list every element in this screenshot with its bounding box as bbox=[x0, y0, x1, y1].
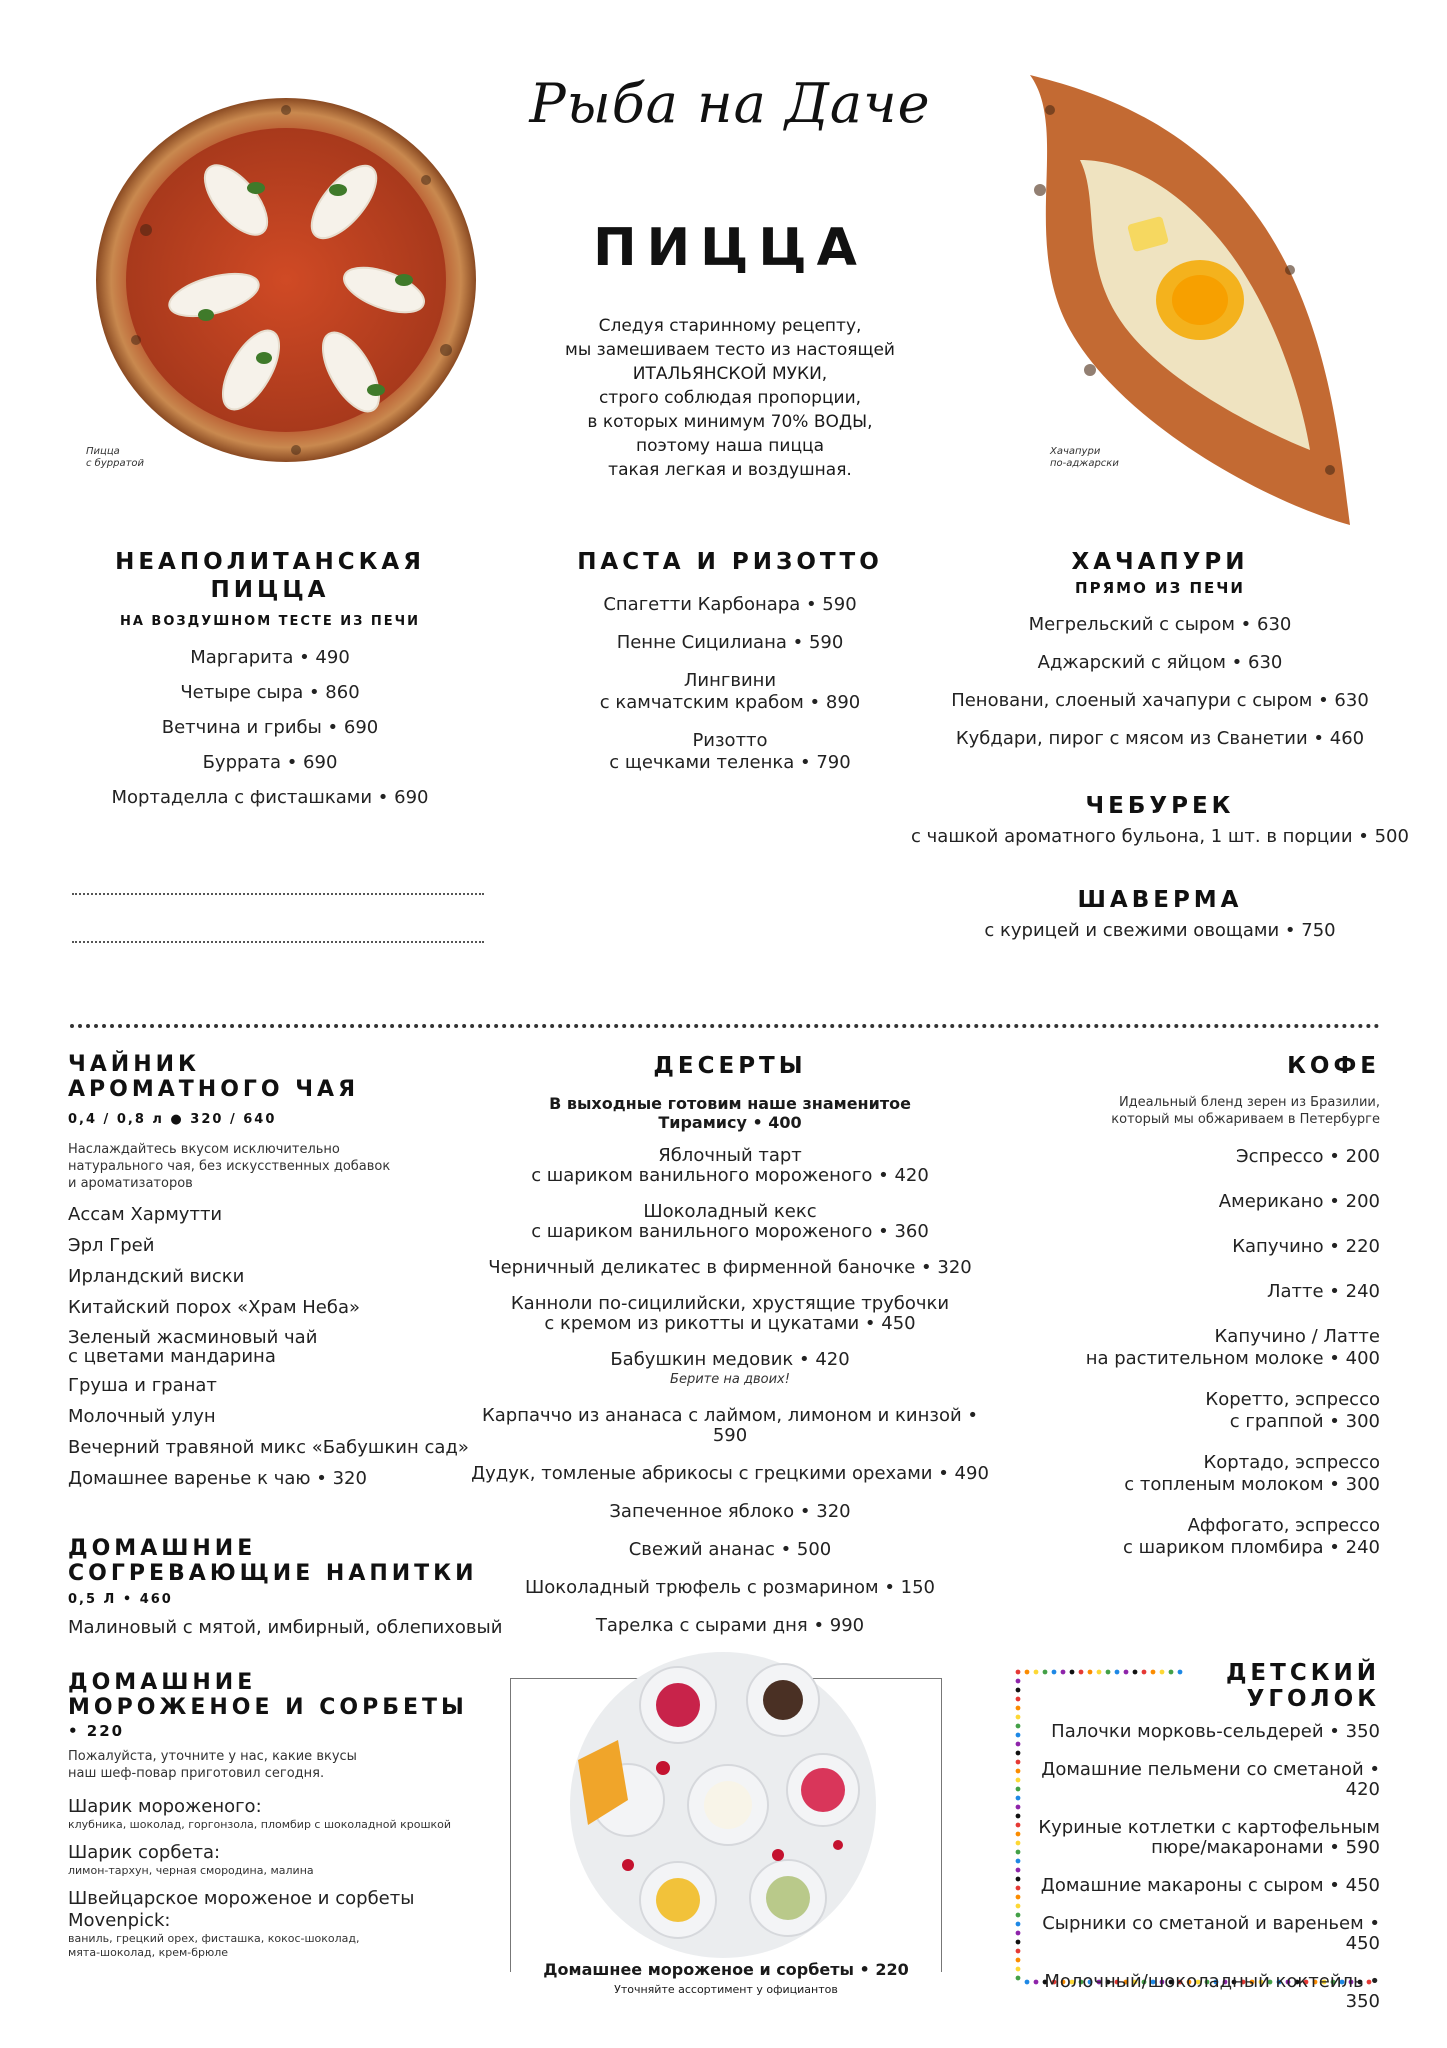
menu-item bbox=[470, 1146, 990, 1186]
menu-item bbox=[68, 1437, 488, 1459]
kids-section bbox=[1030, 1660, 1380, 2012]
item-line: Домашнее варенье к чаю • 320 bbox=[68, 1468, 367, 1489]
menu-item bbox=[470, 1406, 990, 1446]
pizza-photo-caption bbox=[86, 446, 144, 470]
menu-item bbox=[470, 1616, 990, 1636]
coffee-list bbox=[960, 1146, 1380, 1559]
item-line: Канноли по-сицилийски, хрустящие трубочки bbox=[510, 1293, 950, 1314]
border-dot bbox=[1016, 1742, 1021, 1747]
intro-text bbox=[520, 314, 940, 482]
item-line: Капучино • 220 bbox=[1232, 1236, 1380, 1257]
item-line: Тарелка с сырами дня • 990 bbox=[595, 1615, 865, 1636]
item-line: с топленым молоком • 300 bbox=[1124, 1474, 1380, 1495]
title-line: НЕАПОЛИТАНСКАЯ bbox=[115, 549, 425, 575]
kids-list bbox=[1030, 1722, 1380, 2012]
item-line: Сырники со сметаной и вареньем • 450 bbox=[1042, 1913, 1380, 1954]
menu-item bbox=[960, 1146, 1380, 1168]
border-dot bbox=[1016, 1913, 1021, 1918]
border-dot bbox=[1016, 1976, 1021, 1981]
menu-item bbox=[68, 1375, 488, 1397]
coffee-title: КОФЕ bbox=[1287, 1053, 1380, 1079]
desserts-list bbox=[470, 1146, 990, 1636]
tea-volume: 0,4 / 0,8 л ● 320 / 640 bbox=[68, 1112, 277, 1127]
menu-item bbox=[530, 670, 930, 714]
note-line: который мы обжариваем в Петербурге bbox=[1111, 1112, 1380, 1127]
tea-list bbox=[68, 1204, 488, 1490]
menu-item bbox=[1030, 1914, 1380, 1954]
item-line: с шариком ванильного мороженого • 420 bbox=[531, 1165, 929, 1186]
desserts-section bbox=[470, 1052, 990, 1636]
border-dot bbox=[1016, 1688, 1021, 1693]
menu-item bbox=[960, 1515, 1380, 1559]
item-line: с шариком ванильного мороженого • 360 bbox=[531, 1221, 929, 1242]
coffee-note bbox=[960, 1094, 1380, 1128]
menu-item bbox=[470, 1350, 990, 1390]
group-name: Швейцарское мороженое и сорбеты Movenpick: bbox=[68, 1888, 415, 1931]
khachapuri-title: ХАЧАПУРИ bbox=[1071, 549, 1249, 575]
note-line: и ароматизаторов bbox=[68, 1176, 193, 1191]
menu-item bbox=[960, 1326, 1380, 1370]
special-line: В выходные готовим наше знаменитое bbox=[549, 1094, 911, 1113]
item-line: с камчатским крабом • 890 bbox=[599, 692, 861, 713]
menu-item bbox=[68, 1406, 488, 1428]
border-dot bbox=[1025, 1670, 1030, 1675]
border-dot bbox=[1016, 1796, 1021, 1801]
item-line: Зеленый жасминовый чай bbox=[68, 1327, 318, 1348]
item-line: Запеченное яблоко • 320 bbox=[609, 1501, 851, 1522]
icecream-section bbox=[68, 1670, 508, 1960]
item-line: Молочный улун bbox=[68, 1406, 216, 1427]
caption-line: Пицца bbox=[86, 446, 120, 457]
title-line: МОРОЖЕНОЕ И СОРБЕТЫ bbox=[68, 1695, 468, 1720]
icecream-price: • 220 bbox=[68, 1722, 125, 1740]
khachapuri-photo-caption bbox=[1050, 446, 1119, 470]
border-dot bbox=[1016, 1877, 1021, 1882]
item-line: с щечками теленка • 790 bbox=[609, 752, 851, 773]
icecream-group bbox=[68, 1842, 508, 1878]
menu-item bbox=[470, 1540, 990, 1560]
border-dot bbox=[1016, 1859, 1021, 1864]
menu-item bbox=[68, 1297, 488, 1319]
icecream-group bbox=[68, 1888, 508, 1960]
intro-line: Следуя старинному рецепту, bbox=[598, 316, 862, 336]
item-line: Эрл Грей bbox=[68, 1235, 155, 1256]
item-line: Аффогато, эспрессо bbox=[1187, 1515, 1380, 1536]
menu-item bbox=[1030, 1972, 1380, 2012]
item-line: с граппой • 300 bbox=[1229, 1411, 1380, 1432]
border-dot bbox=[1025, 1980, 1030, 1985]
intro-line: в которых минимум 70% ВОДЫ, bbox=[587, 412, 873, 432]
group-name: Шарик сорбета: bbox=[68, 1842, 221, 1863]
border-dot bbox=[1016, 1904, 1021, 1909]
caption-line: с бурратой bbox=[86, 458, 145, 469]
intro-line: мы замешиваем тесто из настоящей bbox=[565, 340, 895, 360]
khachapuri-subtitle: ПРЯМО ИЗ ПЕЧИ bbox=[1075, 579, 1245, 597]
note-line: Пожалуйста, уточните у нас, какие вкусы bbox=[68, 1749, 357, 1764]
border-dot bbox=[1016, 1886, 1021, 1891]
item-line: Американо • 200 bbox=[1218, 1191, 1380, 1212]
menu-item bbox=[470, 1294, 990, 1334]
intro-line: такая легкая и воздушная. bbox=[608, 460, 852, 480]
menu-item: Пеновани, слоеный хачапури с сыром • 630 bbox=[951, 690, 1369, 711]
title-line: ДЕТСКИЙ bbox=[1225, 1660, 1380, 1686]
border-dot bbox=[1016, 1760, 1021, 1765]
border-dot bbox=[1016, 1823, 1021, 1828]
icecream-photo bbox=[568, 1650, 878, 1960]
tea-title bbox=[68, 1052, 488, 1102]
group-name: Шарик мороженого: bbox=[68, 1796, 262, 1817]
border-dot bbox=[1016, 1724, 1021, 1729]
pizza-photo bbox=[86, 90, 486, 470]
menu-item bbox=[470, 1502, 990, 1522]
title-line: УГОЛОК bbox=[1246, 1686, 1380, 1712]
border-dot bbox=[1016, 1715, 1021, 1720]
menu-item bbox=[1030, 1876, 1380, 1896]
menu-item bbox=[68, 1328, 488, 1366]
item-line: Спагетти Карбонара • 590 bbox=[603, 594, 857, 615]
border-dot bbox=[1016, 1769, 1021, 1774]
title-line: ПИЦЦА bbox=[210, 577, 330, 603]
item-line: с цветами мандарина bbox=[68, 1346, 276, 1367]
menu-item: Мортаделла с фисташками • 690 bbox=[111, 787, 429, 808]
item-line: с шариком пломбира • 240 bbox=[1123, 1537, 1380, 1558]
special-line: Тирамису • 400 bbox=[658, 1113, 802, 1132]
title-line: СОГРЕВАЮЩИЕ НАПИТКИ bbox=[68, 1561, 478, 1586]
icecream-group bbox=[68, 1796, 508, 1832]
border-dot bbox=[1016, 1751, 1021, 1756]
cheburek-desc: с чашкой ароматного бульона, 1 шт. в порции • 500 bbox=[911, 826, 1409, 847]
group-desc: мята-шоколад, крем-брюле bbox=[68, 1946, 229, 1959]
item-line: Шоколадный кекс bbox=[643, 1201, 817, 1222]
item-line: на растительном молоке • 400 bbox=[1085, 1348, 1380, 1369]
item-line: Черничный деликатес в фирменной баночке • 320 bbox=[488, 1257, 972, 1278]
weekend-special bbox=[470, 1094, 990, 1132]
icecream-title bbox=[68, 1670, 508, 1720]
pasta-list bbox=[530, 594, 930, 774]
note-line: натурального чая, без искусственных добавок bbox=[68, 1159, 391, 1174]
item-line: Латте • 240 bbox=[1266, 1281, 1380, 1302]
warm-drinks-section bbox=[68, 1536, 508, 1639]
border-dot bbox=[1016, 1958, 1021, 1963]
divider bbox=[72, 941, 484, 943]
desserts-title: ДЕСЕРТЫ bbox=[653, 1053, 807, 1079]
warm-drinks-list: Малиновый с мятой, имбирный, облепиховый bbox=[68, 1617, 503, 1638]
menu-item bbox=[530, 730, 930, 774]
caption-line: Хачапури bbox=[1050, 446, 1101, 457]
border-dot bbox=[1016, 1922, 1021, 1927]
menu-item: Кубдари, пирог с мясом из Сванетии • 460 bbox=[955, 728, 1365, 749]
divider bbox=[72, 893, 484, 895]
border-dot bbox=[1016, 1679, 1021, 1684]
menu-item bbox=[470, 1578, 990, 1598]
item-line: Свежий ананас • 500 bbox=[628, 1539, 832, 1560]
tea-note bbox=[68, 1141, 488, 1192]
menu-item bbox=[1030, 1722, 1380, 1742]
item-line: Карпаччо из ананаса с лаймом, лимоном и кинзой • 590 bbox=[481, 1405, 979, 1446]
menu-item bbox=[68, 1468, 488, 1490]
menu-item bbox=[68, 1235, 488, 1257]
menu-item: Маргарита • 490 bbox=[190, 647, 350, 668]
title-line: АРОМАТНОГО ЧАЯ bbox=[68, 1077, 360, 1102]
menu-item bbox=[1030, 1760, 1380, 1800]
caption-line: по-аджарски bbox=[1050, 458, 1119, 469]
shawarma-title: ШАВЕРМА bbox=[1077, 887, 1243, 913]
item-note: Берите на двоих! bbox=[670, 1372, 790, 1387]
pasta-section bbox=[530, 548, 930, 790]
item-line: с кремом из рикотты и цукатами • 450 bbox=[544, 1313, 916, 1334]
border-dot bbox=[1016, 1832, 1021, 1837]
item-line: Молочный/шоколадный коктейль • 350 bbox=[1044, 1971, 1380, 2012]
group-desc: ваниль, грецкий орех, фисташка, кокос-шоколад, bbox=[68, 1932, 360, 1945]
item-line: Лингвини bbox=[683, 670, 777, 691]
shawarma-section bbox=[900, 886, 1420, 942]
item-line: Кортадо, эспрессо bbox=[1203, 1452, 1380, 1473]
menu-item: Четыре сыра • 860 bbox=[180, 682, 360, 703]
menu-item bbox=[1030, 1818, 1380, 1858]
icecream-photo-caption bbox=[510, 1960, 942, 1996]
border-dot bbox=[1016, 1670, 1021, 1675]
khachapuri-section bbox=[940, 548, 1380, 766]
title-line: ЧАЙНИК bbox=[68, 1052, 201, 1077]
border-dot bbox=[1016, 1814, 1021, 1819]
group-desc: клубника, шоколад, горгонзола, пломбир с шоколадной крошкой bbox=[68, 1818, 452, 1831]
menu-item: Буррата • 690 bbox=[202, 752, 338, 773]
border-dot bbox=[1016, 1967, 1021, 1972]
menu-item bbox=[960, 1389, 1380, 1433]
cheburek-section bbox=[900, 792, 1420, 848]
item-line: Домашние макароны с сыром • 450 bbox=[1040, 1875, 1380, 1896]
note-line: Идеальный бленд зерен из Бразилии, bbox=[1118, 1095, 1380, 1110]
border-dot bbox=[1016, 1949, 1021, 1954]
cheburek-title: ЧЕБУРЕК bbox=[1085, 793, 1235, 819]
border-dot bbox=[1016, 1841, 1021, 1846]
border-dot bbox=[1016, 1787, 1021, 1792]
menu-item bbox=[530, 594, 930, 616]
title-line: ДОМАШНИЕ bbox=[68, 1536, 257, 1561]
title-line: ДОМАШНИЕ bbox=[68, 1670, 257, 1695]
menu-item: Аджарский с яйцом • 630 bbox=[1037, 652, 1283, 673]
photo-caption: Домашнее мороженое и сорбеты • 220 bbox=[535, 1960, 916, 1979]
item-line: Дудук, томленые абрикосы с грецкими орехами • 490 bbox=[471, 1463, 989, 1484]
border-dot bbox=[1016, 1805, 1021, 1810]
item-line: Китайский порох «Храм Неба» bbox=[68, 1297, 361, 1318]
menu-item bbox=[68, 1266, 488, 1288]
warm-drinks-title bbox=[68, 1536, 508, 1586]
menu-item bbox=[470, 1464, 990, 1484]
border-dot bbox=[1016, 1697, 1021, 1702]
note-line: наш шеф-повар приготовил сегодня. bbox=[68, 1766, 325, 1781]
menu-item bbox=[470, 1202, 990, 1242]
section-divider bbox=[70, 1024, 1380, 1028]
pizza-title bbox=[70, 548, 470, 604]
item-line: пюре/макаронами • 590 bbox=[1151, 1837, 1380, 1858]
item-line: Ирландский виски bbox=[68, 1266, 245, 1287]
item-line: Ризотто bbox=[692, 730, 768, 751]
item-line: Капучино / Латте bbox=[1214, 1326, 1380, 1347]
menu-item: Ветчина и грибы • 690 bbox=[161, 717, 379, 738]
icecream-note bbox=[68, 1748, 508, 1782]
warm-drinks-volume: 0,5 Л • 460 bbox=[68, 1592, 173, 1607]
item-line: Яблочный тарт bbox=[658, 1145, 802, 1166]
intro-line: строго соблюдая пропорции, bbox=[598, 388, 862, 408]
item-line: Бабушкин медовик • 420 bbox=[610, 1349, 850, 1370]
coffee-section bbox=[960, 1052, 1380, 1559]
item-line: Домашние пельмени со сметаной • 420 bbox=[1041, 1759, 1380, 1800]
item-line: Пенне Сицилиана • 590 bbox=[616, 632, 844, 653]
intro-line: ИТАЛЬЯНСКОЙ МУКИ, bbox=[632, 364, 828, 384]
intro-line: поэтому наша пицца bbox=[635, 436, 825, 456]
item-line: Шоколадный трюфель с розмарином • 150 bbox=[524, 1577, 936, 1598]
kids-title bbox=[1030, 1660, 1380, 1712]
border-dot bbox=[1016, 1940, 1021, 1945]
item-line: Ассам Хармутти bbox=[68, 1204, 223, 1225]
pizza-section bbox=[70, 548, 470, 822]
menu-item bbox=[960, 1236, 1380, 1258]
menu-item bbox=[960, 1281, 1380, 1303]
group-desc: лимон-тархун, черная смородина, малина bbox=[68, 1864, 314, 1877]
menu-item bbox=[470, 1258, 990, 1278]
page-title: ПИЦЦА bbox=[593, 218, 867, 278]
tea-section bbox=[68, 1052, 488, 1499]
item-line: Коретто, эспрессо bbox=[1205, 1389, 1380, 1410]
restaurant-logo bbox=[520, 72, 940, 135]
menu-item bbox=[68, 1204, 488, 1226]
menu-item bbox=[960, 1191, 1380, 1213]
khachapuri-list bbox=[940, 614, 1380, 750]
border-dot bbox=[1016, 1733, 1021, 1738]
menu-item: Мегрельский с сыром • 630 bbox=[1028, 614, 1292, 635]
border-dot bbox=[1016, 1850, 1021, 1855]
border-dot bbox=[1016, 1868, 1021, 1873]
item-line: Груша и гранат bbox=[68, 1375, 217, 1396]
border-dot bbox=[1016, 1895, 1021, 1900]
pizza-subtitle: НА ВОЗДУШНОМ ТЕСТЕ ИЗ ПЕЧИ bbox=[119, 614, 421, 629]
logo-text: Рыба на Даче bbox=[529, 72, 931, 135]
item-line: Куриные котлетки с картофельным bbox=[1038, 1817, 1380, 1838]
photo-subcaption: Уточняйте ассортимент у официантов bbox=[614, 1983, 838, 1996]
item-line: Палочки морковь-сельдерей • 350 bbox=[1051, 1721, 1380, 1742]
border-dot bbox=[1016, 1778, 1021, 1783]
border-dot bbox=[1016, 1706, 1021, 1711]
pizza-list bbox=[70, 647, 470, 809]
pasta-title: ПАСТА И РИЗОТТО bbox=[577, 549, 883, 575]
item-line: Эспрессо • 200 bbox=[1236, 1146, 1380, 1167]
item-line: Вечерний травяной микс «Бабушкин сад» bbox=[68, 1437, 469, 1458]
note-line: Наслаждайтесь вкусом исключительно bbox=[68, 1142, 340, 1157]
shawarma-desc: с курицей и свежими овощами • 750 bbox=[984, 920, 1336, 941]
border-dot bbox=[1016, 1931, 1021, 1936]
menu-item bbox=[530, 632, 930, 654]
menu-item bbox=[960, 1452, 1380, 1496]
